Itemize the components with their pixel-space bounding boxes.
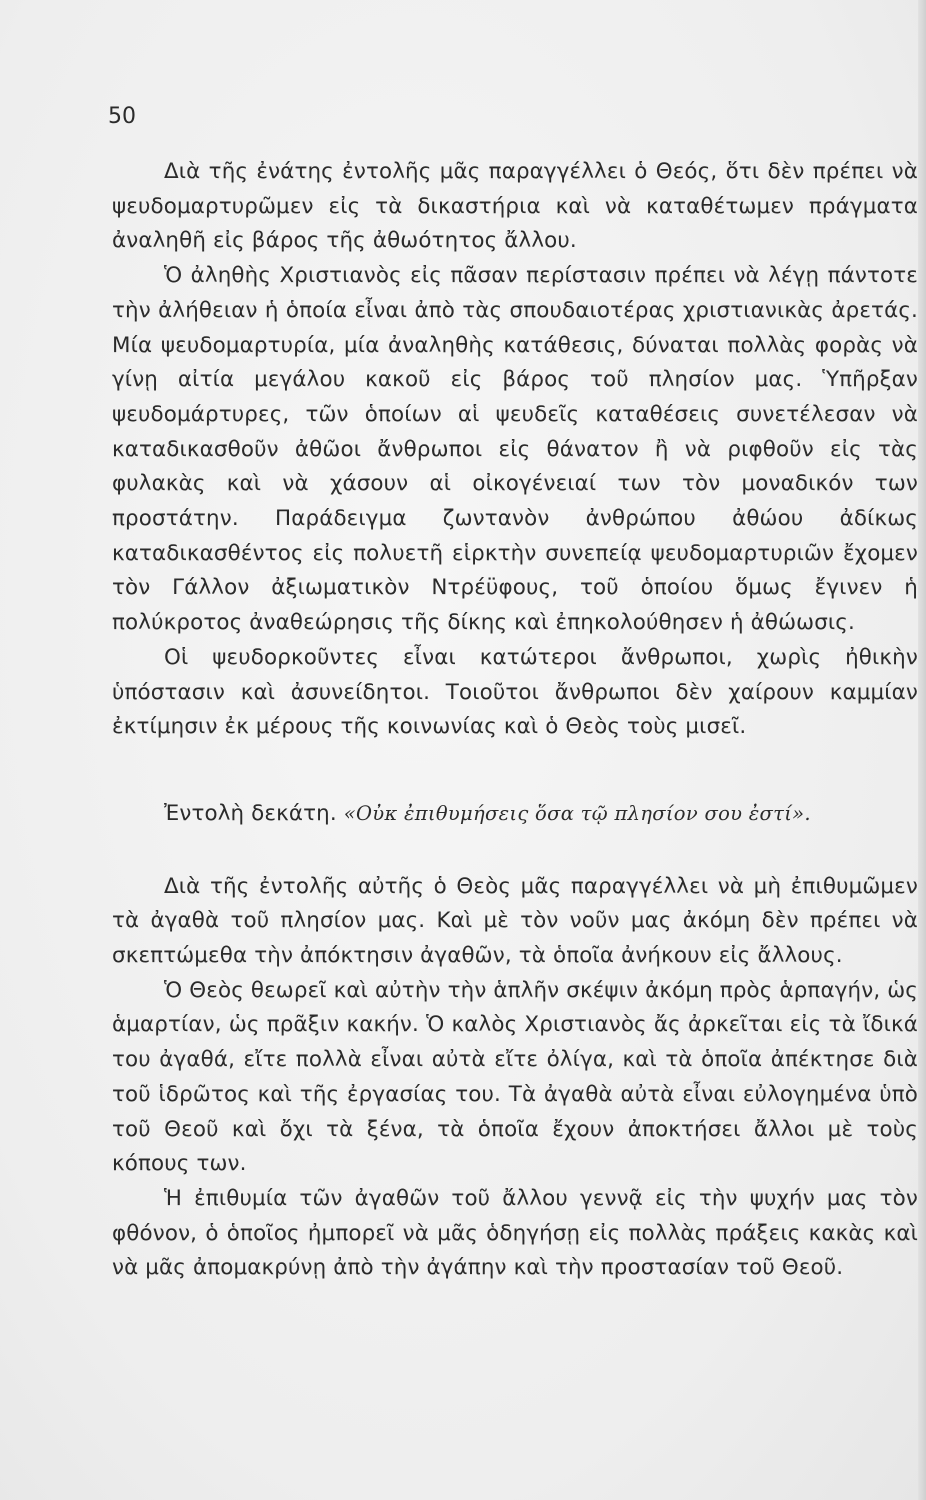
page-edge [918, 0, 926, 1500]
paragraph-perjurers: Οἱ ψευδορκοῦντες εἶναι κατώτεροι ἄνθρωποι, χωρὶς ἠθικὴν ὑπόστασιν καὶ ἀσυνείδητοι. Τοιοῦτοι ἄνθρωποι δὲν χαίρουν καμμίαν ἐκτίμησιν ἐκ μέρους τῆς κοινωνίας καὶ ὁ Θεὸς τοὺς μισεῖ. [112, 644, 918, 740]
page-number: 50 [108, 104, 136, 129]
paragraph-simple-thought: Ὁ Θεὸς θεωρεῖ καὶ αὐτὴν τὴν ἁπλῆν σκέψιν ἀκόμη πρὸς ἁρπαγήν, ὡς ἁμαρτίαν, ὡς πρᾶξιν κακήν. Ὁ καλὸς Χριστιανὸς ἄς ἀρκεῖται εἰς τὰ ἴδικά του ἀγαθά, εἴτε πολλὰ εἶναι αὐτὰ εἴτε ὀλίγα, καὶ τὰ ὁποῖα ἀπέκτησε διὰ τοῦ ἱδρῶτος καὶ τῆς ἐργασίας του. Τὰ ἀγαθὰ αὐτὰ εἶναι εὐλογημένα ὑπὸ τοῦ Θεοῦ καὶ ὄχι τὰ ξένα, τὰ ὁποῖα ἔχουν ἀποκτήσει ἄλλοι μὲ τοὺς κόπους των. [112, 977, 918, 1177]
section-gap [112, 832, 918, 870]
heading-label: Ἐντολὴ δεκάτη. [164, 800, 337, 826]
paragraph-envy: Ἡ ἐπιθυμία τῶν ἀγαθῶν τοῦ ἄλλου γεννᾷ εἰς τὴν ψυχήν μας τὸν φθόνον, ὁ ὁποῖος ἠμπορεῖ νὰ μᾶς ὁδηγήσῃ εἰς πολλὰς πράξεις κακὰς καὶ νὰ μᾶς ἀπομακρύνῃ ἀπὸ τὴν ἀγάπην καὶ τὴν προστασίαν τοῦ Θεοῦ. [112, 1185, 918, 1281]
body-text [112, 155, 918, 1286]
section-heading [112, 797, 918, 832]
paragraph-ninth-commandment: Διὰ τῆς ἐνάτης ἐντολῆς μᾶς παραγγέλλει ὁ Θεός, ὅτι δὲν πρέπει νὰ ψευδομαρτυρῶμεν εἰς τὰ δικαστήρια καὶ νὰ καταθέτωμεν πράγματα ἀναληθῆ εἰς βάρος τῆς ἀθωότητος ἄλλου. [112, 159, 918, 254]
section-gap [112, 745, 918, 797]
paragraph-tenth-commandment: Διὰ τῆς ἐντολῆς αὐτῆς ὁ Θεὸς μᾶς παραγγέλλει νὰ μὴ ἐπιθυμῶμεν τὰ ἀγαθὰ τοῦ πλησίον μας. Καὶ μὲ τὸν νοῦν μας ἀκόμη δὲν πρέπει νὰ σκεπτώμεθα τὴν ἀπόκτησιν ἀγαθῶν, τὰ ὁποῖα ἀνήκουν εἰς ἄλλους. [112, 873, 918, 969]
paragraph-truth: Ὁ ἀληθὴς Χριστιανὸς εἰς πᾶσαν περίστασιν πρέπει νὰ λέγῃ πάντοτε τὴν ἀλήθειαν ἡ ὁποία εἶναι ἀπὸ τὰς σπουδαιοτέρας χριστιανικὰς ἀρετάς. Μία ψευδομαρτυρία, μία ἀναληθὴς κατάθεσις, δύναται πολλὰς φορὰς νὰ γίνῃ αἰτία μεγάλου κακοῦ εἰς βάρος τοῦ πλησίον μας. Ὑπῆρξαν ψευδομάρτυρες, τῶν ὁποίων αἱ ψευδεῖς καταθέσεις συνετέλεσαν νὰ καταδικασθοῦν ἀθῶοι ἄνθρωποι εἰς θάνατον ἢ νὰ ριφθοῦν εἰς τὰς φυλακὰς καὶ νὰ χάσουν αἱ οἰκογένειαί των τὸν μοναδικόν των προστάτην. Παράδειγμα ζωντανὸν ἀνθρώπου ἀθώου ἀδίκως καταδικασθέντος εἰς πολυετῆ εἱρκτὴν συνεπείᾳ ψευδομαρτυριῶν ἔχομεν τὸν Γάλλον ἀξιωματικὸν Ντρέϋφους, τοῦ ὁποίου ὅμως ἔγινεν ἡ πολύκροτος ἀναθεώρησις τῆς δίκης καὶ ἐπηκολούθησεν ἡ ἀθώωσις. [112, 263, 918, 636]
heading-quote: «Οὐκ ἐπιθυμήσεις ὅσα τῷ πλησίον σου ἐστί». [343, 801, 811, 825]
